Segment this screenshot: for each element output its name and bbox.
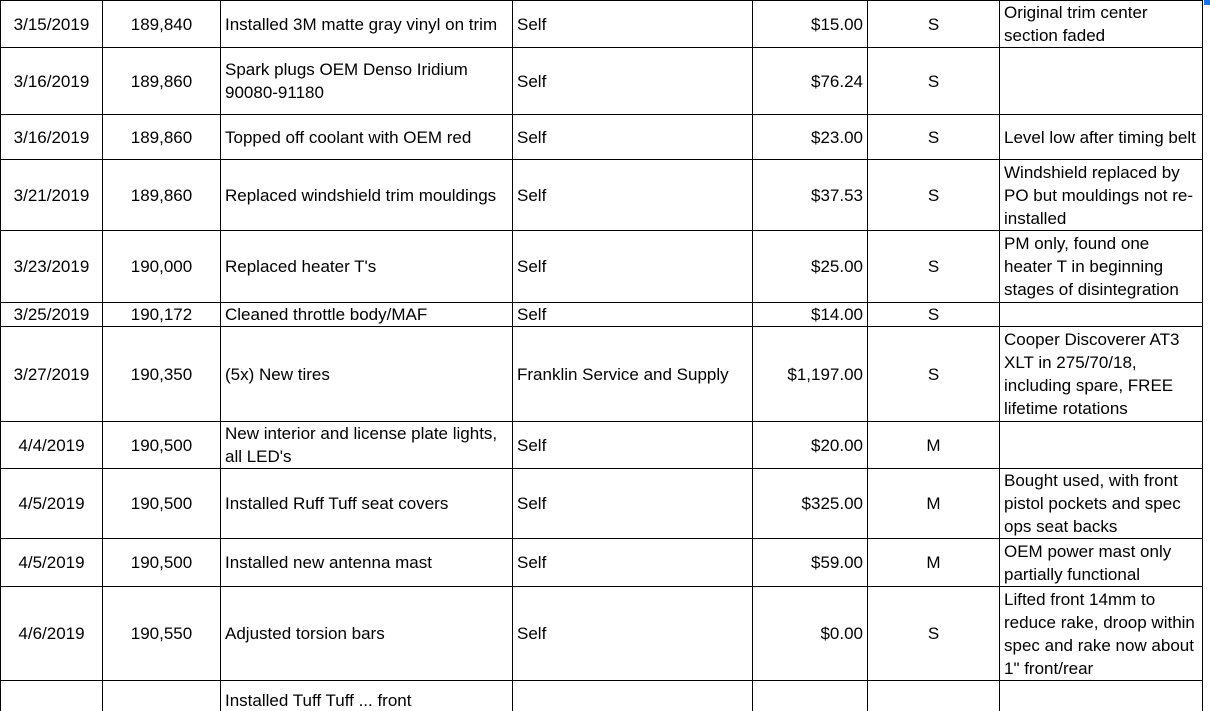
date-cell[interactable]: 3/16/2019 (1, 48, 103, 115)
table-row (1, 422, 1203, 469)
code-cell[interactable]: S (868, 48, 1000, 115)
cost-cell[interactable]: $59.00 (753, 539, 868, 587)
notes-cell[interactable] (1000, 681, 1203, 711)
date-cell[interactable]: 4/6/2019 (1, 587, 103, 681)
description-cell[interactable]: Spark plugs OEM Denso Iridium 90080-91180 (221, 48, 513, 115)
description-cell[interactable]: New interior and license plate lights, all LED's (221, 422, 513, 469)
performed-by-cell[interactable]: Self (513, 115, 753, 160)
table-row (1, 327, 1203, 422)
mileage-cell[interactable]: 190,172 (103, 303, 221, 327)
cost-cell[interactable]: $14.00 (753, 303, 868, 327)
code-cell[interactable]: S (868, 231, 1000, 303)
cost-cell[interactable]: $76.24 (753, 48, 868, 115)
cost-cell[interactable]: $25.00 (753, 231, 868, 303)
mileage-cell[interactable]: 190,500 (103, 539, 221, 587)
performed-by-cell[interactable]: Self (513, 469, 753, 539)
code-cell[interactable]: S (868, 587, 1000, 681)
notes-cell[interactable]: PM only, found one heater T in beginning stages of disintegration (1000, 231, 1203, 303)
description-cell[interactable]: Adjusted torsion bars (221, 587, 513, 681)
description-cell[interactable]: Cleaned throttle body/MAF (221, 303, 513, 327)
mileage-cell[interactable]: 190,000 (103, 231, 221, 303)
date-cell[interactable] (1, 681, 103, 711)
date-cell[interactable]: 4/5/2019 (1, 469, 103, 539)
table-row (1, 539, 1203, 587)
notes-cell[interactable]: Original trim center section faded (1000, 1, 1203, 48)
cost-cell[interactable]: $325.00 (753, 469, 868, 539)
date-cell[interactable]: 3/23/2019 (1, 231, 103, 303)
description-cell[interactable]: Installed new antenna mast (221, 539, 513, 587)
mileage-cell[interactable]: 189,840 (103, 1, 221, 48)
notes-cell[interactable] (1000, 48, 1203, 115)
date-cell[interactable]: 4/4/2019 (1, 422, 103, 469)
performed-by-cell[interactable]: Self (513, 1, 753, 48)
performed-by-cell[interactable]: Self (513, 48, 753, 115)
description-cell[interactable]: Installed Ruff Tuff seat covers (221, 469, 513, 539)
cost-cell[interactable] (753, 681, 868, 711)
notes-cell[interactable]: Cooper Discoverer AT3 XLT in 275/70/18, including spare, FREE lifetime rotations (1000, 327, 1203, 422)
cost-cell[interactable]: $15.00 (753, 1, 868, 48)
description-cell[interactable]: Topped off coolant with OEM red (221, 115, 513, 160)
table-row (1, 681, 1203, 711)
table-row (1, 303, 1203, 327)
code-cell[interactable]: S (868, 303, 1000, 327)
mileage-cell[interactable]: 190,550 (103, 587, 221, 681)
cost-cell[interactable]: $0.00 (753, 587, 868, 681)
code-cell[interactable]: S (868, 327, 1000, 422)
performed-by-cell[interactable] (513, 681, 753, 711)
table-row (1, 469, 1203, 539)
table-row (1, 231, 1203, 303)
performed-by-cell[interactable]: Franklin Service and Supply (513, 327, 753, 422)
performed-by-cell[interactable]: Self (513, 539, 753, 587)
notes-cell[interactable]: Lifted front 14mm to reduce rake, droop within spec and rake now about 1" front/rear (1000, 587, 1203, 681)
date-cell[interactable]: 3/27/2019 (1, 327, 103, 422)
code-cell[interactable]: S (868, 160, 1000, 231)
performed-by-cell[interactable]: Self (513, 160, 753, 231)
performed-by-cell[interactable]: Self (513, 303, 753, 327)
table-row (1, 1, 1203, 48)
cost-cell[interactable]: $1,197.00 (753, 327, 868, 422)
code-cell[interactable]: M (868, 469, 1000, 539)
code-cell[interactable] (868, 681, 1000, 711)
performed-by-cell[interactable]: Self (513, 422, 753, 469)
table-row (1, 48, 1203, 115)
cost-cell[interactable]: $37.53 (753, 160, 868, 231)
date-cell[interactable]: 3/21/2019 (1, 160, 103, 231)
performed-by-cell[interactable]: Self (513, 587, 753, 681)
description-cell[interactable]: Replaced windshield trim mouldings (221, 160, 513, 231)
notes-cell[interactable]: Windshield replaced by PO but mouldings not re-installed (1000, 160, 1203, 231)
code-cell[interactable]: M (868, 539, 1000, 587)
mileage-cell[interactable]: 190,500 (103, 469, 221, 539)
description-cell[interactable]: Installed 3M matte gray vinyl on trim (221, 1, 513, 48)
cost-cell[interactable]: $23.00 (753, 115, 868, 160)
table-row (1, 115, 1203, 160)
description-cell[interactable]: Installed Tuff Tuff ... front (221, 681, 513, 711)
code-cell[interactable]: M (868, 422, 1000, 469)
selection-handle[interactable] (1204, 0, 1210, 5)
date-cell[interactable]: 4/5/2019 (1, 539, 103, 587)
performed-by-cell[interactable]: Self (513, 231, 753, 303)
date-cell[interactable]: 3/16/2019 (1, 115, 103, 160)
description-cell[interactable]: (5x) New tires (221, 327, 513, 422)
mileage-cell[interactable]: 189,860 (103, 160, 221, 231)
code-cell[interactable]: S (868, 1, 1000, 48)
notes-cell[interactable]: Bought used, with front pistol pockets and spec ops seat backs (1000, 469, 1203, 539)
table-body (1, 1, 1203, 711)
table-row (1, 160, 1203, 231)
table-row (1, 587, 1203, 681)
notes-cell[interactable] (1000, 422, 1203, 469)
cost-cell[interactable]: $20.00 (753, 422, 868, 469)
mileage-cell[interactable]: 189,860 (103, 48, 221, 115)
mileage-cell[interactable]: 189,860 (103, 115, 221, 160)
code-cell[interactable]: S (868, 115, 1000, 160)
mileage-cell[interactable]: 190,500 (103, 422, 221, 469)
date-cell[interactable]: 3/15/2019 (1, 1, 103, 48)
date-cell[interactable]: 3/25/2019 (1, 303, 103, 327)
notes-cell[interactable]: Level low after timing belt (1000, 115, 1203, 160)
mileage-cell[interactable] (103, 681, 221, 711)
mileage-cell[interactable]: 190,350 (103, 327, 221, 422)
notes-cell[interactable] (1000, 303, 1203, 327)
notes-cell[interactable]: OEM power mast only partially functional (1000, 539, 1203, 587)
description-cell[interactable]: Replaced heater T's (221, 231, 513, 303)
